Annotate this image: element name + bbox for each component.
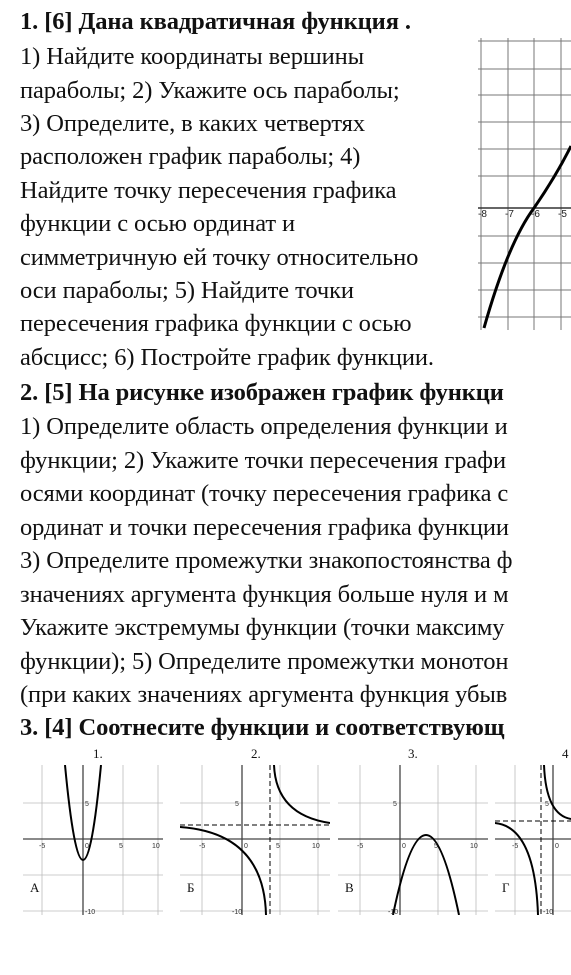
task2-line: (при каких значениях аргумента функция убыв — [20, 681, 508, 708]
graph-letter: Б — [187, 880, 195, 895]
svg-text:5: 5 — [85, 801, 89, 808]
svg-text:-5: -5 — [199, 843, 206, 850]
svg-text:0: 0 — [244, 843, 248, 850]
mini-graph-2 — [180, 765, 330, 915]
task2-line: ординат и точки пересечения графика функции — [20, 514, 509, 541]
task2-line: осями координат (точку пересечения графика с — [20, 480, 509, 507]
task2-line: функции; 2) Укажите точки пересечения графи — [20, 447, 506, 474]
svg-text:-10: -10 — [232, 909, 243, 915]
svg-text:5: 5 — [545, 801, 549, 808]
task1-line: абсцисс; 6) Постройте график функции. — [20, 344, 434, 371]
task1-line: 1) Найдите координаты вершины — [20, 43, 365, 70]
graph-grid — [478, 38, 571, 330]
task2-line: значениях аргумента функция больше нуля и м — [20, 581, 509, 608]
svg-text:-10: -10 — [85, 909, 96, 915]
task1-line: параболы; 2) Укажите ось параболы; — [20, 77, 400, 104]
svg-text:10: 10 — [152, 843, 160, 850]
graph-number: 4 — [562, 746, 569, 761]
graph-letter: В — [345, 880, 354, 895]
svg-text:-5: -5 — [39, 843, 46, 850]
tick-label: -8 — [478, 209, 487, 220]
tick-label: -6 — [531, 209, 540, 220]
task2-line: Укажите экстремумы функции (точки максиму — [20, 614, 505, 641]
svg-text:5: 5 — [393, 801, 397, 808]
svg-text:-5: -5 — [357, 843, 364, 850]
graph-number: 1. — [93, 746, 103, 761]
task2-line: функции); 5) Определите промежутки монотон — [20, 648, 509, 675]
graph-letter: Г — [502, 880, 510, 895]
task2-line: 1) Определите область определения функции и — [20, 413, 508, 440]
task1-line: расположен график параболы; 4) — [20, 143, 361, 170]
graph-number: 3. — [408, 746, 418, 761]
svg-text:10: 10 — [470, 843, 478, 850]
task1-graph — [478, 38, 571, 330]
svg-text:0: 0 — [402, 843, 406, 850]
svg-text:5: 5 — [119, 843, 123, 850]
tick-label: -7 — [505, 209, 514, 220]
task1-line: симметричную ей точку относительно — [20, 244, 419, 271]
task1-line: пересечения графика функции с осью — [20, 310, 412, 337]
svg-text:0: 0 — [555, 843, 559, 850]
svg-text:10: 10 — [312, 843, 320, 850]
svg-text:5: 5 — [276, 843, 280, 850]
svg-text:5: 5 — [235, 801, 239, 808]
mini-graph-1 — [23, 765, 163, 915]
task1-line: функции с осью ординат и — [20, 210, 295, 237]
svg-text:-10: -10 — [388, 909, 399, 915]
svg-text:5: 5 — [434, 843, 438, 850]
graph-number: 2. — [251, 746, 261, 761]
svg-text:-10: -10 — [543, 909, 554, 915]
task1-line: Найдите точку пересечения графика — [20, 177, 397, 204]
task1-line: 3) Определите, в каких четвертях — [20, 110, 365, 137]
task1-line: оси параболы; 5) Найдите точки — [20, 277, 354, 304]
graph-letter: А — [30, 880, 40, 895]
task3-title: 3. [4] Соотнесите функции и соответствующ — [20, 714, 505, 741]
mini-graph-3 — [338, 765, 488, 915]
parabola-curve — [484, 146, 571, 328]
task2-line: 3) Определите промежутки знакопостоянства ф — [20, 547, 513, 574]
task2-title: 2. [5] На рисунке изображен график функци — [20, 379, 504, 406]
tick-label: -5 — [558, 209, 567, 220]
svg-text:0: 0 — [85, 843, 89, 850]
task1-title: 1. [6] Дана квадратичная функция . — [20, 8, 411, 35]
svg-text:-5: -5 — [512, 843, 519, 850]
